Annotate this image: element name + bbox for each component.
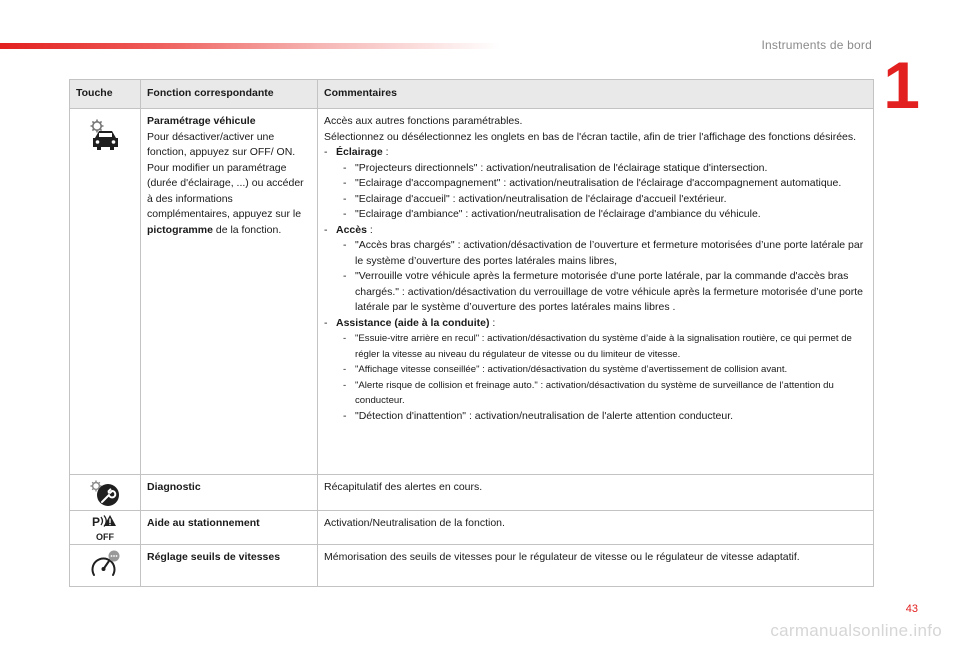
dash: - xyxy=(324,146,328,158)
table-row xyxy=(70,109,874,475)
watermark: carmanualsonline.info xyxy=(770,621,942,640)
functions-table xyxy=(69,79,874,587)
func-text-part: Pour modifier un paramétrage (durée d'éclairage, ...) ou accéder à des informations complémentaires, appuyez sur le xyxy=(147,161,304,220)
dash: - xyxy=(343,409,347,422)
func-text: Pour désactiver/activer une fonction, appuyez sur OFF/ ON. xyxy=(147,130,296,158)
func-title: Réglage seuils de vitesses xyxy=(147,551,281,563)
comment-text: Activation/Neutralisation de la fonction. xyxy=(324,517,505,529)
svg-text:P: P xyxy=(92,515,101,529)
list-item-text: "Détection d'inattention" : activation/neutralisation de l'alerte attention conducteur. xyxy=(355,409,734,422)
list-item xyxy=(324,269,867,316)
dash: - xyxy=(343,379,347,391)
dash: - xyxy=(324,223,328,236)
func-title: Diagnostic xyxy=(147,481,201,493)
dash: - xyxy=(343,192,347,205)
group-assistance: - Assistance (aide à la conduite) : xyxy=(324,316,867,332)
diagnostic-wrench-icon xyxy=(70,475,141,511)
comment-speed-thresholds xyxy=(318,545,874,587)
list-item-text: "Projecteurs directionnels" : activation/neutralisation de l'éclairage statique d'intersection. xyxy=(355,161,768,174)
list-item-text: "Eclairage d'ambiance" : activation/neutralisation de l'éclairage d'ambiance du véhicule. xyxy=(355,208,761,220)
header-touche: Touche xyxy=(70,80,141,109)
list-item-text: "Alerte risque de collision et freinage auto." : activation/désactivation du système de surveillance de l’attention du conducteur. xyxy=(355,379,834,406)
list-item-text: "Essuie-vitre arrière en recul" : activation/désactivation du système d’aide à la signalisation routière, ce qui permet de régler la vitesse au niveau du régulateur de vitesse ou du limiteur de vitesse. xyxy=(355,333,852,360)
section-title: Instruments de bord xyxy=(761,38,872,52)
group-access: - Accès : xyxy=(324,223,867,239)
dash: - xyxy=(343,364,347,375)
dash: - xyxy=(343,208,347,220)
list-item xyxy=(324,378,867,409)
list-item-text: "Affichage vitesse conseillée" : activation/désactivation du système d’avertissement de collision avant. xyxy=(355,364,788,375)
comment-vehicle-settings xyxy=(318,109,874,475)
dash: - xyxy=(343,270,347,282)
comment-text: Mémorisation des seuils de vitesses pour le régulateur de vitesse ou le régulateur de vitesse adaptatif. xyxy=(324,551,800,563)
list-item xyxy=(324,331,867,362)
func-text-part: de la fonction. xyxy=(215,223,282,236)
func-title: Aide au stationnement xyxy=(147,517,260,529)
comment-text: Récapitulatif des alertes en cours. xyxy=(324,481,483,493)
func-text xyxy=(147,161,311,239)
func-speed-thresholds xyxy=(141,545,318,587)
header-commentaires: Commentaires xyxy=(318,80,874,109)
parking-sensor-off-icon xyxy=(70,511,141,545)
dash: - xyxy=(343,333,347,344)
func-diagnostic xyxy=(141,475,318,511)
group-title: Assistance (aide à la conduite) xyxy=(336,316,490,329)
group-title: Accès xyxy=(336,223,367,236)
group-lighting: - Éclairage : xyxy=(324,145,867,161)
list-item-text: "Eclairage d'accueil" : activation/neutralisation de l'éclairage d'accueil l'extérieur. xyxy=(355,192,727,205)
header-fonction: Fonction correspondante xyxy=(141,80,318,109)
chapter-number: 1 xyxy=(883,48,920,122)
speed-threshold-icon xyxy=(70,545,141,587)
table-row xyxy=(70,545,874,587)
list-item xyxy=(324,176,867,192)
list-item xyxy=(324,161,867,177)
func-bold: pictogramme xyxy=(147,223,213,236)
dash: - xyxy=(324,316,328,329)
car-settings-icon xyxy=(70,109,141,475)
list-item xyxy=(324,207,867,223)
icon-off-label: OFF xyxy=(96,532,114,542)
table-row xyxy=(70,511,874,545)
dash: - xyxy=(343,239,347,251)
list-item xyxy=(324,238,867,269)
header-accent-bar xyxy=(0,43,500,49)
list-item-text: "Eclairage d'accompagnement" : activation/neutralisation de l'éclairage d'accompagnement automatique. xyxy=(355,177,842,189)
comment-diagnostic xyxy=(318,475,874,511)
group-title: Éclairage xyxy=(336,146,383,158)
list-item-text: "Accès bras chargés" : activation/désactivation de l’ouverture et fermeture motorisées d’une porte latérale par le système d’ouverture des portes latérales mains libres, xyxy=(355,239,864,267)
func-vehicle-settings xyxy=(141,109,318,475)
func-title: Paramétrage véhicule xyxy=(147,115,256,127)
func-parking xyxy=(141,511,318,545)
comment-text: Accès aux autres fonctions paramétrables. xyxy=(324,115,523,127)
list-item xyxy=(324,362,867,378)
table-row xyxy=(70,475,874,511)
page-number: 43 xyxy=(905,603,918,615)
table-header-row xyxy=(70,80,874,109)
list-item-text: "Verrouille votre véhicule après la fermeture motorisée d'une porte latérale, par la commande d'accès bras chargés." : activation/désactivation du verrouillage de votre véhicule après la fermeture motorisée d’une porte latérale par le système d’ouverture des portes latérales mains libres . xyxy=(355,270,864,313)
list-item xyxy=(324,409,867,425)
list-item xyxy=(324,192,867,208)
dash: - xyxy=(343,161,347,174)
comment-text: Sélectionnez ou désélectionnez les onglets en bas de l'écran tactile, afin de trier l'affichage des fonctions désirées. xyxy=(324,130,857,143)
dash: - xyxy=(343,177,347,189)
comment-parking xyxy=(318,511,874,545)
